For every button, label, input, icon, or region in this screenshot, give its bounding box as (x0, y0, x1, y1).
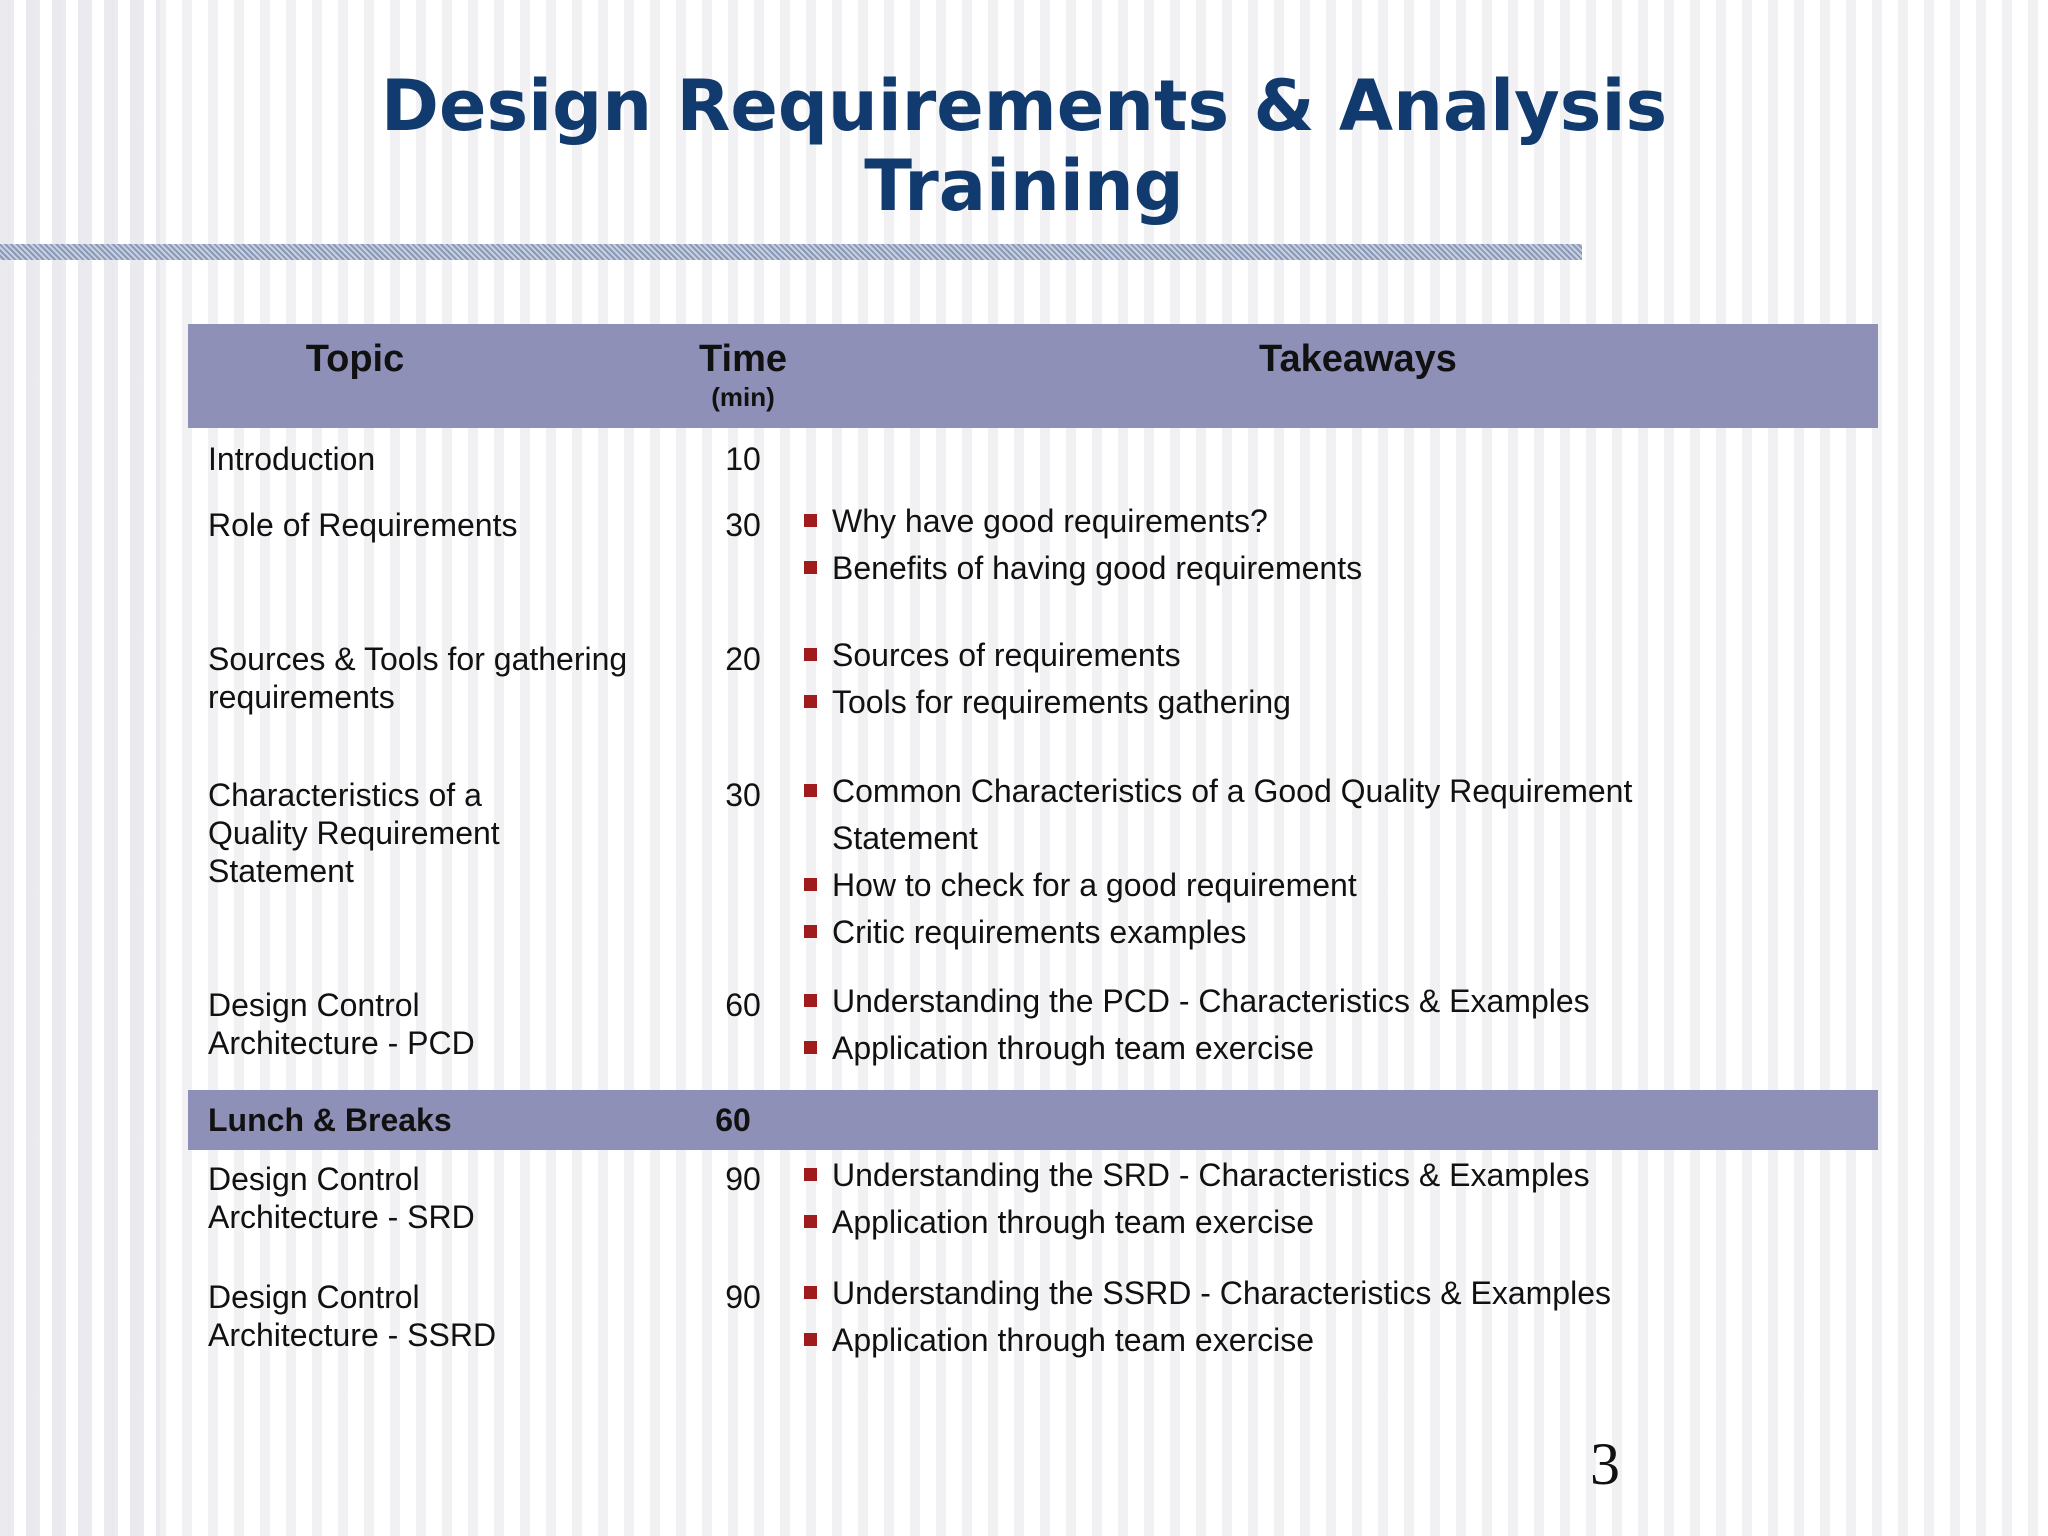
row-topic: Design Control Architecture - SRD (208, 1161, 475, 1235)
row-topic: Characteristics of a Quality Requirement Statement (208, 777, 500, 889)
bullet-icon (804, 878, 817, 891)
row-topic: Introduction (208, 441, 376, 477)
takeaway-item: Understanding the SSRD - Characteristics & Examples (804, 1270, 1854, 1317)
table-row (188, 498, 1878, 634)
table-row (188, 1150, 1878, 1276)
row-takeaways (804, 1270, 1854, 1364)
row-topic: Sources & Tools for gathering requirements (208, 641, 628, 715)
bullet-icon (804, 1333, 817, 1346)
title-divider (0, 244, 1582, 260)
row-time: 20 (725, 641, 761, 677)
takeaway-item: Sources of requirements (804, 632, 1854, 679)
bullet-icon (804, 994, 817, 1007)
page-number: 3 (1590, 1431, 1620, 1497)
row-time: 90 (725, 1279, 761, 1315)
row-topic: Lunch & Breaks (208, 1102, 452, 1138)
row-takeaways (804, 768, 1704, 956)
row-time: 60 (725, 987, 761, 1023)
takeaway-item: Critic requirements examples (804, 909, 1704, 956)
header-time-unit: (min) (711, 382, 775, 412)
takeaway-item: Common Characteristics of a Good Quality Requirement Statement (804, 768, 1704, 862)
bullet-icon (804, 648, 817, 661)
slide-title-line-2: Training (864, 145, 1184, 227)
takeaway-item: Why have good requirements? (804, 498, 1854, 545)
row-takeaways (804, 498, 1854, 592)
header-takeaways: Takeaways (1259, 338, 1457, 380)
row-topic: Role of Requirements (208, 507, 518, 543)
header-topic: Topic (305, 338, 405, 380)
row-takeaways (804, 632, 1854, 726)
row-topic: Design Control Architecture - SSRD (208, 1279, 497, 1353)
bullet-icon (804, 1215, 817, 1228)
takeaway-item: Benefits of having good requirements (804, 545, 1854, 592)
row-takeaways (804, 1152, 1854, 1246)
table-row (188, 428, 1878, 498)
slide-title-line-1: Design Requirements & Analysis (380, 65, 1668, 147)
takeaway-item: Understanding the SRD - Characteristics & Examples (804, 1152, 1854, 1199)
header-time: Time (698, 338, 787, 380)
table-row (188, 634, 1878, 768)
takeaway-item: Application through team exercise (804, 1025, 1854, 1072)
takeaway-item: Understanding the PCD - Characteristics & Examples (804, 978, 1854, 1025)
bullet-icon (804, 695, 817, 708)
takeaway-item: Application through team exercise (804, 1199, 1854, 1246)
bullet-icon (804, 561, 817, 574)
bullet-icon (804, 1041, 817, 1054)
agenda-table (188, 324, 1878, 1386)
row-time: 60 (715, 1102, 751, 1138)
background-stripes (0, 0, 160, 1536)
table-row (188, 1276, 1878, 1386)
bullet-icon (804, 784, 817, 797)
slide-title (0, 66, 2048, 226)
bullet-icon (804, 514, 817, 527)
takeaway-item: Application through team exercise (804, 1317, 1854, 1364)
bullet-icon (804, 925, 817, 938)
row-time: 90 (725, 1161, 761, 1197)
row-time: 30 (725, 777, 761, 813)
row-time: 10 (725, 441, 761, 477)
row-topic: Design Control Architecture - PCD (208, 987, 475, 1061)
bullet-icon (804, 1286, 817, 1299)
table-row (188, 768, 1878, 980)
bullet-icon (804, 1168, 817, 1181)
table-row-lunch (188, 1090, 1878, 1150)
row-time: 30 (725, 507, 761, 543)
takeaway-item: How to check for a good requirement (804, 862, 1704, 909)
takeaway-item: Tools for requirements gathering (804, 679, 1854, 726)
row-takeaways (804, 978, 1854, 1072)
table-row (188, 980, 1878, 1090)
table-header-row (188, 324, 1878, 428)
